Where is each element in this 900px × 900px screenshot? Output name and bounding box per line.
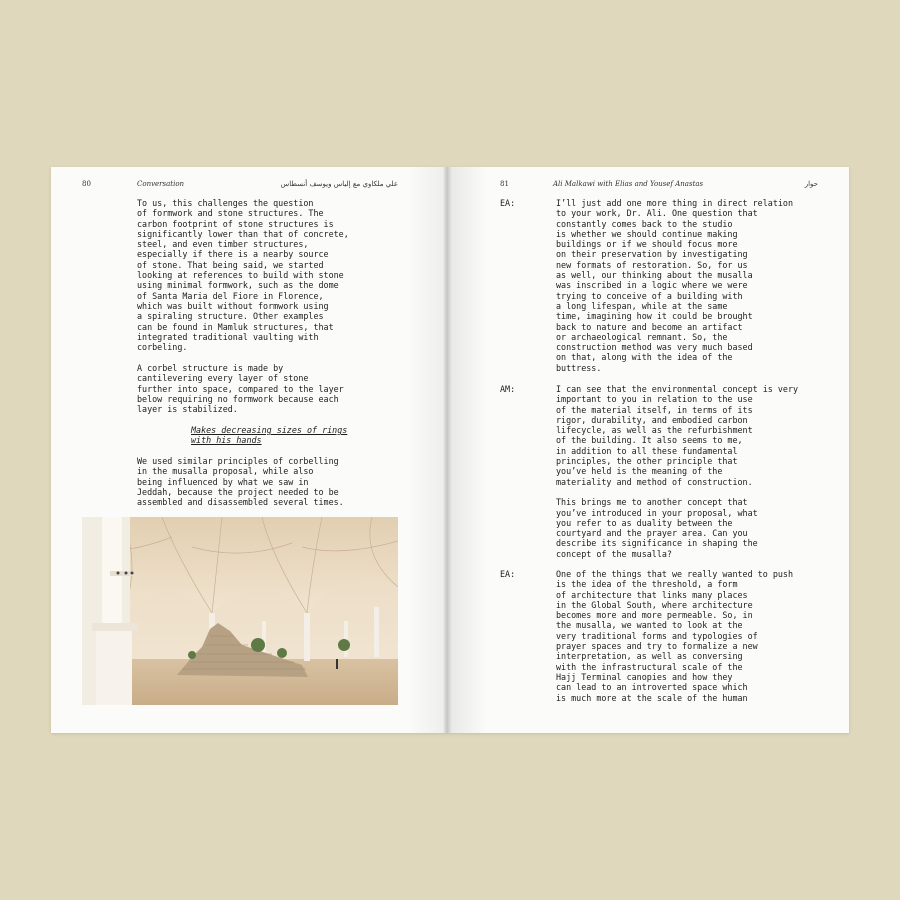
speaker-label: EA:: [500, 198, 516, 208]
dialogue-text: One of the things that we really wanted to push is the idea of the threshold, a form of architecture that links many places in the Global South, where architecture becomes more and more permeable. So, in the musalla, we wanted to look at the very traditional forms and typologies of prayer spaces and try to formalize a new interpretation, as well as conversing with the infrastructural scale of the Hajj Terminal canopies and how they can lead to an introverted space which is much more at the scale of the human: [556, 569, 793, 703]
speaker-label: AM:: [500, 384, 516, 394]
left-paragraph-1: To us, this challenges the question of formwork and stone structures. The carbon footprint of stone structures is significantly lower than that of concrete, steel, and even timber structures, especially if there is a nearby source of stone. That being said, we started looking at references to build with stone using minimal formwork, such as the dome of Santa Maria del Fiore in Florence, which was built without formwork using a spiraling structure. Other examples can be found in Mamluk structures, that integrated traditional vaulting with corbeling.: [137, 198, 349, 353]
stage-direction-caption: Makes decreasing sizes of rings with his hands: [191, 425, 348, 446]
left-arabic-title: علي ملكاوي مع إلياس ويوسف أنسطاس: [280, 180, 398, 188]
book-gutter-shadow: [407, 167, 487, 733]
dialogue-text: I’ll just add one more thing in direct relation to your work, Dr. Ali. One question that constantly comes back to the studio is whether we should continue making buildings or if we should focus more on their preservation by investigating new formats of restoration. So, for us as well, our thinking about the musalla was inscribed in a logic where we were trying to conceive of a building with a long lifespan, while at the same time, imagining how it could be brought back to nature and become an artifact or archaeological remnant. So, the construction method was very much based on that, along with the idea of the buttress.: [556, 198, 793, 373]
dialogue-text: I can see that the environmental concept is very important to you in relation to the use of the material itself, in terms of its rigor, durability, and embodied carbon lifecycle, as well as the refurbishment of the building. It also seems to me, in addition to all these fundamental principles, the other principle that you’ve held is the meaning of the materiality and method of construction. This brings me to another concept that you’ve introduced in your proposal, what you refer to as duality between the courtyard and the prayer area. Can you describe its significance in shaping the concept of the musalla?: [556, 384, 799, 559]
book-spread: [51, 167, 849, 733]
right-page-number: 81: [500, 180, 509, 188]
speaker-label: EA:: [500, 569, 516, 579]
left-paragraph-3: We used similar principles of corbelling in the musalla proposal, while also being influenced by what we saw in Jeddah, because the project needed to be assembled and disassembled several times.: [137, 456, 344, 508]
left-page-number: 80: [82, 180, 91, 188]
left-section-title: Conversation: [137, 180, 185, 188]
right-arabic-section: حوار: [804, 180, 818, 188]
musalla-photo: [82, 517, 398, 705]
right-section-title: Ali Malkawi with Elias and Yousef Anastas: [553, 180, 704, 188]
left-paragraph-2: A corbel structure is made by cantilevering every layer of stone further into space, compared to the layer below requiring no formwork because each layer is stabilized.: [137, 363, 344, 415]
